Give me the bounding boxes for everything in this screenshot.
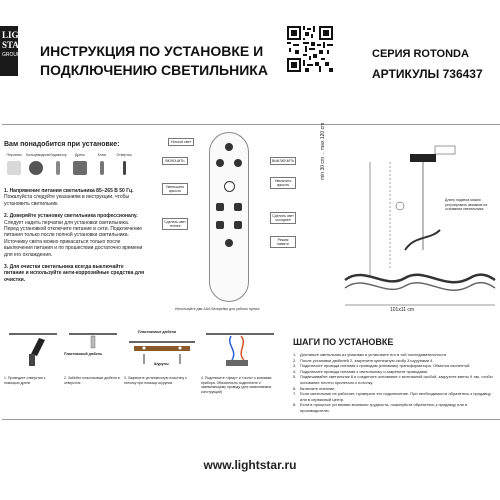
- step-text: После установки дюбелей 2, закрепите крепежную скобу 3 шурупами 4.: [300, 357, 434, 363]
- note-item: [4, 188, 144, 207]
- power-off-button-icon: [234, 159, 242, 167]
- mounting-plate-icon: [129, 338, 195, 372]
- step-item: 6. Включите питание.: [293, 385, 336, 391]
- step-item: 5. Подвешивайте светильник 8 и соедините основание с монтажной скобой, закрутите винты 9 так, чтобы основание плотно прилегало к потолку.: [293, 374, 493, 385]
- steps-title: ШАГИ ПО УСТАНОВКЕ: [293, 337, 394, 347]
- tool-label: Кольцевидное: [26, 153, 50, 157]
- remote-diagram: [160, 130, 300, 320]
- drill-ceiling-icon: [9, 330, 57, 372]
- label-mode: Режим памяти: [270, 236, 296, 248]
- gloves-icon: [7, 161, 21, 175]
- tool-indicator: [48, 153, 68, 175]
- label-dimmer: Уменьшить яркость: [162, 183, 188, 195]
- plastic-dowel-label: Пластиковый дюбель: [64, 352, 103, 356]
- tool-label: Ключ: [97, 153, 107, 157]
- step-item: 8. Если в процессе установки возникли трудности, пожалуйста обратитесь к продавцу или в производителю.: [293, 402, 468, 413]
- logo-line2: STAR: [2, 40, 26, 50]
- panel-caption: 4. Подключите «фазу» и «ноль» к клеммам прибора. Обязательно подключите к заземляющему проводу (для заземляемых конструкций): [201, 376, 272, 394]
- step-text: Подключите провода питания к проводам (клеммам) трансформатора. Обмотка изолентой.: [300, 363, 471, 369]
- pliers-icon: [29, 161, 43, 175]
- step-text: Подключите провода питания к светильнику и закрепите проводами.: [300, 368, 428, 374]
- night-light-button-icon: [225, 143, 233, 151]
- step-text: Включите питание.: [300, 385, 336, 391]
- qr-code-icon: [287, 26, 333, 72]
- panel-caption: 2. Забейте пластиковые дюбели в отверстия: [64, 376, 120, 385]
- cold-button-icon: [234, 203, 242, 211]
- step-item: 3. Подключите провода питания к проводам (клеммам) трансформатора. Обмотка изолентой.: [293, 363, 471, 369]
- logo-line3: GROUP: [2, 52, 21, 58]
- brightness-wheel-icon: [224, 181, 235, 192]
- dimmer-button-icon: [216, 221, 224, 229]
- lamp-wave-bottom-icon: [345, 283, 495, 291]
- brighter-button-icon: [234, 221, 242, 229]
- label-on: ВКЛЮЧИТЬ: [162, 157, 188, 165]
- ceiling-canopy-icon: [410, 154, 436, 162]
- note-item: [4, 213, 144, 258]
- battery-note: Используйте две ААА батарейки для работы пульта: [175, 307, 260, 311]
- step-text: Если светильник не работает, проверьте его подключение. При необходимости обратитесь к продавцу или в сервисный центр.: [300, 391, 491, 402]
- remote-control: [209, 132, 249, 302]
- label-night-light: Ночной свет: [168, 138, 194, 146]
- step-text: Подвешивайте светильник 8 и соедините основание с монтажной скобой, закрутите винты 9 так, чтобы основание плотно прилегало к потолку.: [300, 374, 493, 385]
- indicator-icon: [56, 161, 60, 175]
- note-bold: Напряжение питания светильника 85–265 В 50 Гц.: [9, 188, 134, 194]
- series-name: СЕРИЯ ROTONDA: [372, 48, 469, 60]
- screws-label: Шурупы: [154, 362, 169, 366]
- memory-button-icon: [225, 239, 233, 247]
- step-item: 7. Если светильник не работает, проверьте его подключение. При необходимости обратитесь к продавцу или в сервисный центр.: [293, 391, 491, 402]
- note-bold: Доверяйте установку светильника профессионалу.: [9, 213, 138, 220]
- title-line2: ПОДКЛЮЧЕНИЮ СВЕТИЛЬНИКА: [40, 62, 268, 78]
- label-warm: Сделать свет теплее: [162, 218, 188, 230]
- document-title: [40, 42, 270, 80]
- lamp-wave-top-icon: [345, 275, 495, 283]
- logo-line1: LIGHT: [2, 30, 32, 40]
- label-brighter: Увеличить яркость: [270, 177, 296, 189]
- install-panel-1: [4, 330, 62, 400]
- brand-logo: [0, 26, 32, 76]
- install-panel-2: [64, 330, 122, 400]
- note-bold: Для очистки светильника всегда выключайте питание и используйте анти-коррозийные средства для очистки.: [4, 264, 145, 283]
- article-number: АРТИКУЛЫ 736437: [372, 67, 483, 81]
- tool-label: Перчатки: [6, 153, 22, 157]
- website-link[interactable]: www.lightstar.ru: [203, 458, 297, 472]
- dowels-label: Пластиковые дюбели: [138, 330, 177, 334]
- note-num: 2.: [4, 213, 9, 220]
- note-text: Пожалуйста следуйте указаниям в инструкции, чтобы установить светильник.: [4, 194, 130, 207]
- tool-label: Отвертка: [116, 153, 132, 157]
- dowel-insert-icon: [69, 330, 117, 372]
- label-off: ВЫКЛЮЧИТЬ: [272, 159, 295, 163]
- label-cold: Сделать свет холоднее: [270, 212, 296, 224]
- note-num: 1.: [4, 188, 9, 194]
- step-item: 4. Подключите провода питания к светильнику и закрепите проводами.: [293, 368, 428, 374]
- power-on-button-icon: [216, 159, 224, 167]
- tool-label: Индикатор: [49, 153, 67, 157]
- note-item: [4, 264, 144, 283]
- warm-button-icon: [216, 203, 224, 211]
- height-dimension: min 30 cm ... max 120 cm: [320, 122, 326, 180]
- safety-notes: [4, 188, 144, 289]
- tool-screwdriver: [114, 153, 134, 175]
- tool-drill: [70, 153, 90, 175]
- step-text: Достаньте светильник из упаковки и установите его в той последовательности: [300, 352, 447, 357]
- step-item: 2. После установки дюбелей 2, закрепите крепежную скобу 3 шурупами 4.: [293, 357, 434, 363]
- wrench-icon: [100, 161, 104, 175]
- note-num: 3.: [4, 264, 9, 271]
- note-text: Следует надеть перчатки для установки светильника. Перед установкой отключите питание в сети. Подключение питания только после полной установки светильника. Источнику света можно прикасаться только после выключения питания и по прошествии достаточно времени для его охлаждения.: [4, 219, 143, 258]
- panel-caption: 1. Проведите отверстия с помощью дрели: [4, 376, 46, 385]
- chandelier-diagram: [330, 130, 500, 315]
- series-info: [372, 44, 483, 84]
- tool-gloves: [4, 153, 24, 175]
- suspension-callout: Длину подвеса можно регулировать зажимом на основании светильника: [445, 198, 488, 211]
- tools-row: [4, 153, 139, 183]
- tool-label: Дрель: [74, 153, 85, 157]
- install-panel-3: [124, 330, 199, 400]
- panel-caption: 3. Закрепите установочную пластину к потолку при помощи шурупов: [124, 376, 187, 385]
- title-line1: ИНСТРУКЦИЯ ПО УСТАНОВКЕ И: [40, 43, 264, 59]
- screwdriver-icon: [123, 161, 126, 175]
- tool-wrench: [92, 153, 112, 175]
- step-item: 1. Достаньте светильник из упаковки и установите его в той последовательности: [293, 352, 447, 357]
- width-dimension: 101x11 cm: [390, 307, 415, 313]
- drill-icon: [73, 161, 87, 175]
- steps-list: [293, 352, 498, 414]
- wiring-icon: [206, 330, 274, 372]
- tool-pliers: [26, 153, 50, 175]
- install-panel-4: [201, 330, 279, 400]
- step-text: Если в процессе установки возникли трудности, пожалуйста обратитесь к продавцу или в производителю.: [300, 402, 468, 413]
- requirements-title: Вам понадобится при установке:: [4, 141, 120, 148]
- lamp-arm-icon: [405, 230, 440, 250]
